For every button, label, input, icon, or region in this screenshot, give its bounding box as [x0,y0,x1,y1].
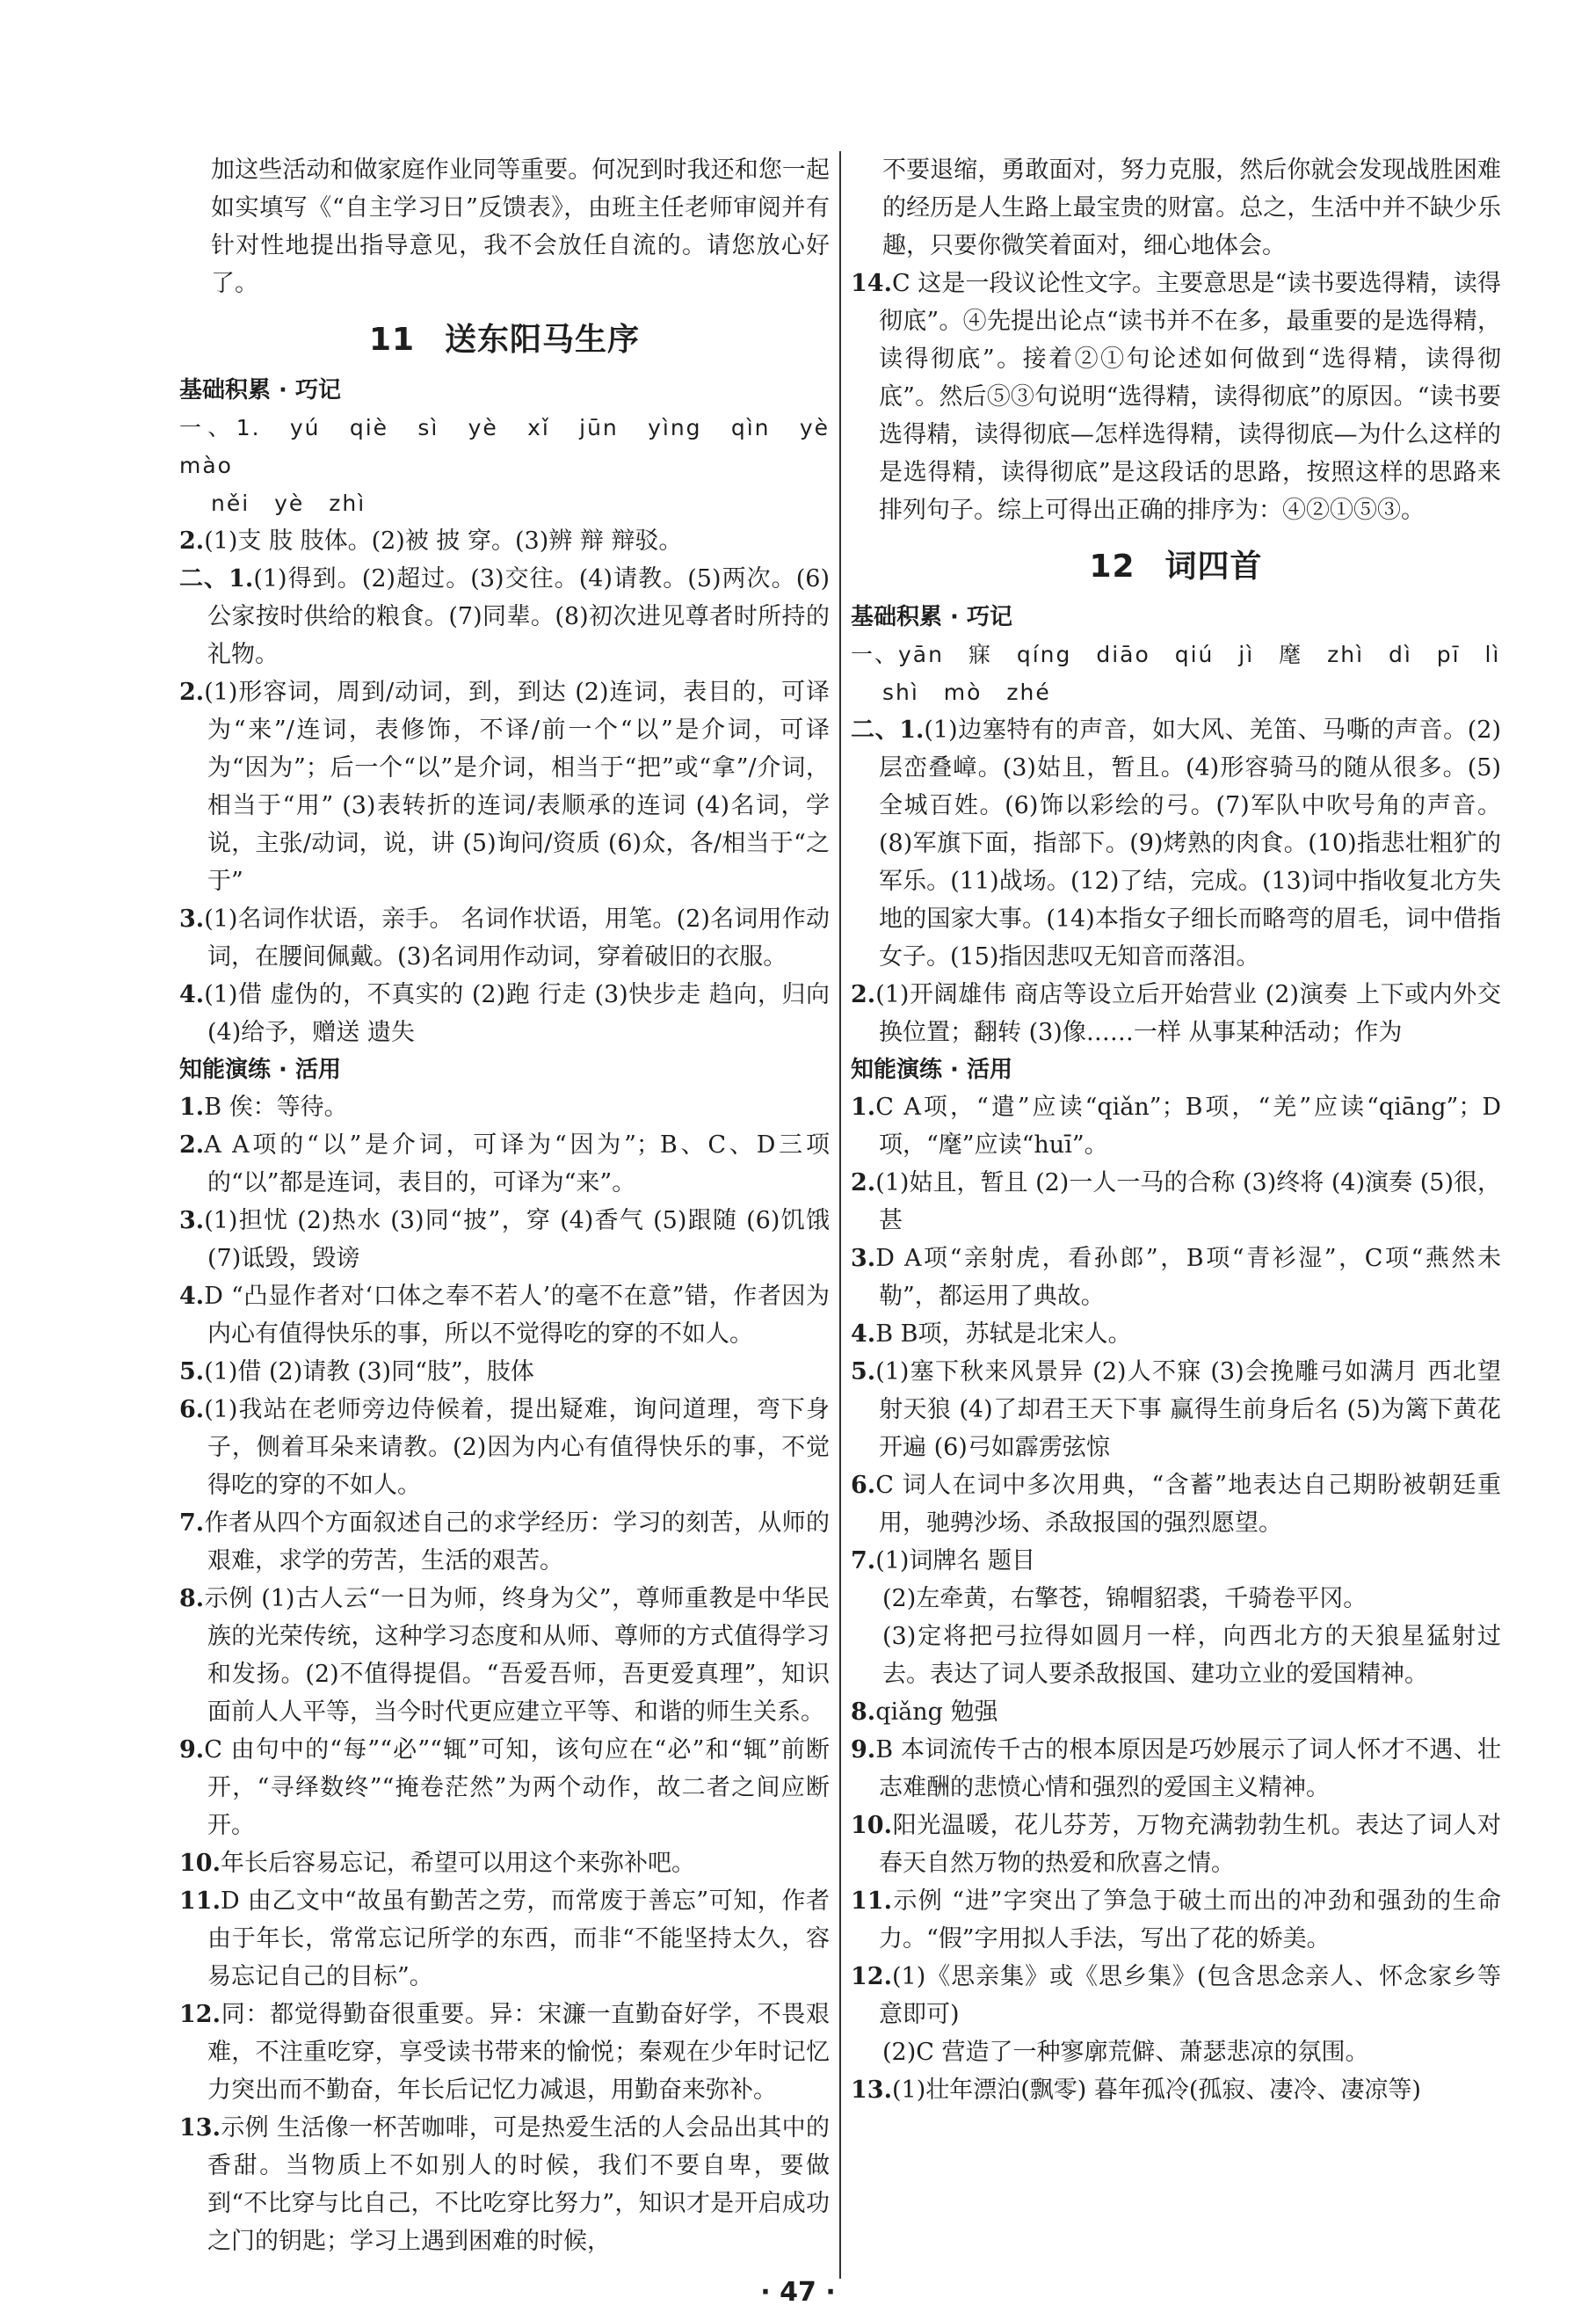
lesson-title [179,315,830,360]
item-number: 3. [851,1245,876,1272]
item-text: (1)借 (2)请教 (3)同“肢”，肢体 [204,1358,534,1385]
item-number: 11. [851,1887,892,1915]
answer-item [179,560,830,673]
pinyin-line: 一、yān 寐 qíng diāo qiú jì 麾 zhì dì pī lì [851,642,1501,667]
page-number: · 47 · [760,2277,836,2308]
item-number: 11. [179,1887,221,1915]
item-number: 7. [851,1547,876,1575]
item-number: 4. [179,1283,205,1310]
item-text: 作者从四个方面叙述自己的求学经历：学习的刻苦，从师的艰难，求学的劳苦，生活的艰苦。 [204,1509,830,1575]
answer-item [851,1807,1501,1882]
item-number: 6. [179,1396,205,1423]
item-text: (1)边塞特有的声音，如大风、羌笛、马嘶的声音。(2)层峦叠嶂。(3)姑且，暂且。(4)形容骑马的随从很多。(5)全城百姓。(6)饰以彩绘的弓。(7)军队中吹号角的声音。(8)军旗下面，指部下。(9)烤熟的肉食。(10)指悲壮粗犷的军乐。(11)战场。(12)了结，完成。(13)词中指收复北方失地的国家大事。(14)本指女子细长而略弯的眉毛，词中借指女子。(15)指因悲叹无知音而落泪。 [879,716,1502,971]
item-text: qiǎng 勉强 [875,1698,998,1726]
item-text: (1)得到。(2)超过。(3)交往。(4)请教。(5)两次。(6)公家按时供给的粮食。(7)同辈。(8)初次进见尊者时所持的礼物。 [207,565,830,668]
answer-item [851,1693,1501,1731]
item-number: 5. [851,1358,876,1385]
item-text: 示例 “进”字突出了笋急于破土而出的冲劲和强劲的生命力。“假”字用拟人手法，写出了花的娇美。 [879,1887,1501,1953]
answer-text: 加这些活动和做家庭作业同等重要。何况到时我还和您一起如实填写《“自主学习日”反馈表》，由班主任老师审阅并有针对性地提出指导意见，我不会放任自流的。请您放心好了。 [211,156,830,297]
item-number: 13. [179,2114,221,2142]
item-number: 2. [179,527,205,555]
section-heading: 基础积累 · 巧记 [179,377,341,404]
answer-item [179,1504,830,1580]
lesson-name: 词四首 [1164,549,1263,585]
answer-item [851,1088,1501,1164]
right-column [851,151,1501,2109]
answer-text: (2)C 营造了一种寥廓荒僻、萧瑟悲凉的氛围。 [882,2039,1369,2066]
item-number: 8. [851,1698,876,1726]
answer-item [179,1202,830,1277]
item-number: 14. [851,270,892,297]
section-heading: 基础积累 · 巧记 [851,604,1012,630]
section-heading: 知能演练 · 活用 [179,1057,341,1083]
column-divider [839,151,841,2279]
item-text: (1)塞下秋来风景异 (2)人不寐 (3)会挽雕弓如满月 西北望 射天狼 (4)了却君王天下事 赢得生前身后名 (5)为篱下黄花开遍 (6)弓如霹雳弦惊 [875,1358,1501,1461]
section-heading: 知能演练 · 活用 [851,1057,1012,1083]
item-number: 1. [851,1094,876,1121]
item-number: 2. [851,1169,876,1196]
answer-item [179,1088,830,1126]
answer-item [851,1240,1501,1315]
answer-item [851,1731,1501,1807]
left-column [179,151,830,2260]
item-text: 示例 生活像一杯苦咖啡，可是热爱生活的人会品出其中的香甜。当物质上不如别人的时候，我们不要自卑，要做到“不比穿与比自己，不比吃穿比努力”，知识才是开启成功之门的钥匙；学习上遇到困难的时候， [207,2114,830,2255]
item-text: (1)开阔雄伟 商店等设立后开始营业 (2)演奏 上下或内外交换位置；翻转 (3)像……一样 从事某种活动；作为 [875,981,1501,1046]
answer-item [851,711,1501,976]
answer-text: (2)左牵黄，右擎苍，锦帽貂裘，千骑卷平冈。 [882,1585,1367,1612]
answer-item [179,1391,830,1504]
item-number: 12. [179,2001,221,2028]
answer-item [179,900,830,976]
item-text: C 词人在词中多次用典，“含蓄”地表达自己期盼被朝廷重用，驰骋沙场、杀敌报国的强烈愿望。 [875,1472,1501,1537]
answer-item [179,1580,830,1731]
item-text: D “凸显作者对‘口体之奉不若人’的毫不在意”错，作者因为内心有值得快乐的事，所以不觉得吃的穿的不如人。 [204,1283,830,1348]
item-number: 7. [179,1509,205,1537]
lesson-title [851,542,1501,586]
answer-item [179,1277,830,1353]
item-text: (1)我站在老师旁边侍候着，提出疑难，询问道理，弯下身子，侧着耳朵来请教。(2)因为内心有值得快乐的事，不觉得吃的穿的不如人。 [204,1396,830,1499]
item-text: B B项，苏轼是北宋人。 [875,1320,1132,1348]
item-number: 2. [179,1131,205,1159]
item-text: (1)名词作状语，亲手。 名词作状语，用笔。(2)名词用作动词，在腰间佩戴。(3)名词用作动词，穿着破旧的衣服。 [204,905,830,971]
answer-item [179,1882,830,1996]
answer-item [179,522,830,560]
item-number: 2. [851,981,876,1008]
item-text: B 俟：等待。 [204,1094,348,1121]
answer-item [179,1731,830,1844]
answer-item [851,1542,1501,1580]
answer-item [851,1466,1501,1542]
item-text: (1)姑且，暂且 (2)一人一马的合称 (3)终将 (4)演奏 (5)很，甚 [875,1169,1501,1234]
item-text: (1)借 虚伪的，不真实的 (2)跑 行走 (3)快步走 趋向，归向 (4)给予，赠送 遗失 [204,981,830,1046]
item-number: 4. [851,1320,876,1348]
item-number: 13. [851,2076,892,2104]
pinyin-line: něi yè zhì [211,491,366,516]
item-text: 年长后容易忘记，希望可以用这个来弥补吧。 [220,1850,695,1877]
answer-item [179,673,830,900]
item-text: B 本词流传千古的根本原因是巧妙展示了词人怀才不遇、壮志难酬的悲愤心情和强烈的爱国主义精神。 [875,1736,1501,1801]
answer-item [851,265,1501,529]
item-text: A A项的“以”是介词，可译为“因为”；B、C、D三项的“以”都是连词，表目的，可译为“来”。 [204,1131,830,1196]
item-text: (1)担忧 (2)热水 (3)同“披”，穿 (4)香气 (5)跟随 (6)饥饿 (7)诋毁，毁谤 [204,1207,830,1272]
answer-text: (3)定将把弓拉得如圆月一样，向西北方的天狼星猛射过去。表达了词人要杀敌报国、建功立业的爱国精神。 [882,1623,1501,1688]
item-number: 1. [179,1094,205,1121]
item-number: 3. [179,905,205,933]
answer-item [851,1882,1501,1958]
answer-item [851,1315,1501,1353]
item-number: 2. [179,679,205,706]
item-number: 10. [179,1850,221,1877]
pinyin-line: shì mò zhé [882,680,1051,705]
answer-item [179,1996,830,2109]
answer-item [179,1353,830,1391]
item-number: 5. [179,1358,205,1385]
item-text: (1)形容词，周到/动词，到，到达 (2)连词，表目的，可译为“来”/连词，表修饰，不译/前一个“以”是介词，可译为“因为”；后一个“以”是介词，相当于“把”或“拿”/介词，相当于“用” (3)表转折的连词/表顺承的连词 (4)名词，学说，主张/动词，说，讲 (5)询问/资质 (6)众，各/相当于“之于” [204,679,830,895]
item-text: C A项，“遣”应读“qiǎn”；B项，“羌”应读“qiāng”；D项，“麾”应读“huī”。 [875,1094,1501,1159]
answer-item [179,1126,830,1202]
lesson-number: 12 [1089,549,1135,585]
item-text: D A项“亲射虎，看孙郎”，B项“青衫湿”，C项“燕然未勒”，都运用了典故。 [875,1245,1501,1310]
answer-item [851,976,1501,1051]
item-text: C 这是一段议论性文字。主要意思是“读书要选得精，读得彻底”。④先提出论点“读书并不在多，最重要的是选得精，读得彻底”。接着②①句论述如何做到“选得精，读得彻底”。然后⑤③句说明“选得精，读得彻底”的原因。“读书要选得精，读得彻底—怎样选得精，读得彻底—为什么这样的是选得精，读得彻底”是这段话的思路，按照这样的思路来排列句子。综上可得出正确的排序为：④②①⑤③。 [879,270,1501,524]
answer-item [179,976,830,1051]
item-number: 8. [179,1585,205,1612]
item-text: (1)壮年漂泊(飘零) 暮年孤冷(孤寂、凄冷、凄凉等) [891,2076,1421,2104]
item-number: 10. [851,1812,892,1839]
item-number: 9. [851,1736,876,1764]
answer-item [851,1164,1501,1240]
lesson-number: 11 [368,322,416,358]
item-text: 同：都觉得勤奋很重要。异：宋濂一直勤奋好学，不畏艰难，不注重吃穿，享受读书带来的愉悦；秦观在少年时记忆力突出而不勤奋，年长后记忆力减退，用勤奋来弥补。 [207,2001,830,2104]
lesson-name: 送东阳马生序 [445,322,641,358]
answer-item [851,2071,1501,2109]
item-number: 二、1. [179,565,254,593]
item-text: C 由句中的“每”“必”“辄”可知，该句应在“必”和“辄”前断开，“寻绎数终”“掩卷茫然”为两个动作，故二者之间应断开。 [204,1736,830,1839]
item-text: D 由乙文中“故虽有勤苦之劳，而常废于善忘”可知，作者由于年长，常常忘记所学的东西，而非“不能坚持太久，容易忘记自己的目标”。 [207,1887,830,1990]
item-number: 9. [179,1736,205,1764]
answer-item [851,1353,1501,1466]
answer-item [851,1958,1501,2033]
item-text: 示例 (1)古人云“一日为师，终身为父”，尊师重教是中华民族的光荣传统，这种学习态度和从师、尊师的方式值得学习和发扬。(2)不值得提倡。“吾爱吾师，吾更爱真理”，知识面前人人平等，当今时代更应建立平等、和谐的师生关系。 [204,1585,830,1726]
item-text: (1)词牌名 题目 [875,1547,1036,1575]
item-number: 3. [179,1207,205,1234]
item-number: 4. [179,981,205,1008]
item-text: (1)《思亲集》或《思乡集》(包含思念亲人、怀念家乡等意即可) [879,1963,1501,2028]
answer-text: 不要退缩，勇敢面对，努力克服，然后你就会发现战胜困难的经历是人生路上最宝贵的财富。总之，生活中并不缺少乐趣，只要你微笑着面对，细心地体会。 [882,156,1501,259]
item-text: 阳光温暖，花儿芬芳，万物充满勃勃生机。表达了词人对春天自然万物的热爱和欣喜之情。 [879,1812,1501,1877]
item-number: 12. [851,1963,892,1990]
answer-item [179,1844,830,1882]
pinyin-line: 一、1. yú qiè sì yè xǐ jūn yìng qìn yè mào [179,415,830,478]
answer-item [179,2109,830,2260]
item-text: (1)支 肢 肢体。(2)被 披 穿。(3)辨 辩 辩驳。 [204,527,683,555]
item-number: 二、1. [851,716,925,744]
item-number: 6. [851,1472,876,1499]
